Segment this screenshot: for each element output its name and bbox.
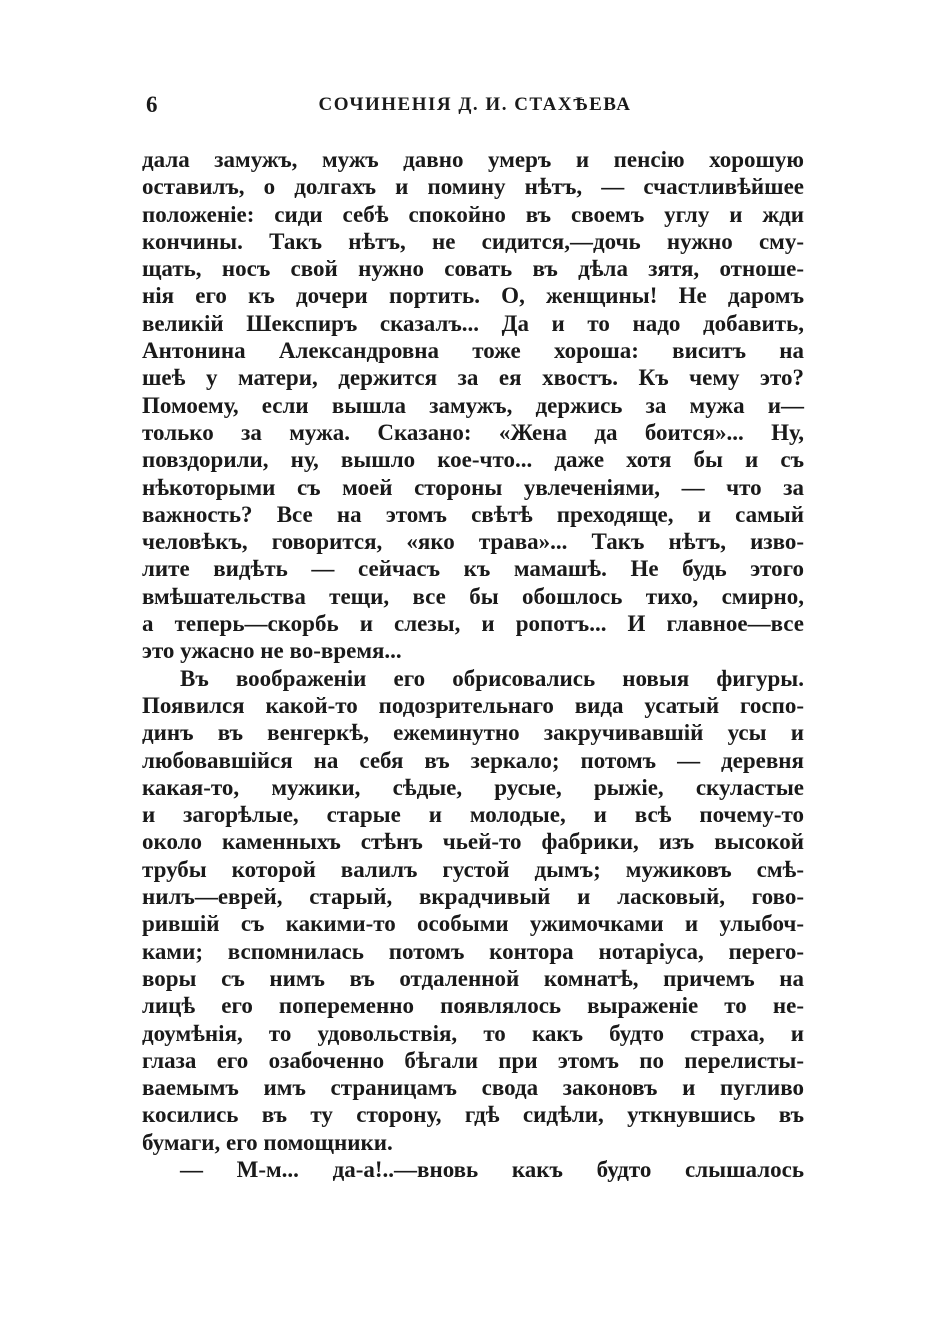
- text-line: трубы которой валилъ густой дымъ; мужиковъ смѣ-: [142, 856, 804, 882]
- text-line: а теперь—скорбь и слезы, и ропотъ... И главное—все: [142, 611, 804, 637]
- text-line: Въ воображеніи его обрисовались новыя фигуры.: [180, 665, 804, 691]
- text-line: динъ въ венгеркѣ, ежеминутно закручивавшій усы и: [142, 720, 804, 746]
- body-text: [142, 146, 804, 1183]
- text-line: нилъ—еврей, старый, вкрадчивый и ласковый, гово-: [142, 884, 804, 910]
- text-line: ваемымъ имъ страницамъ свода законовъ и пугливо: [142, 1075, 804, 1101]
- text-line: щать, носъ свой нужно совать въ дѣла зятя, отноше-: [142, 256, 804, 282]
- text-line: кончины. Такъ нѣтъ, не сидится,—дочь нужно сму-: [142, 228, 804, 254]
- text-line: любовавшійся на себя въ зеркало; потомъ — деревня: [142, 747, 804, 773]
- text-line: и загорѣлые, старые и молодые, и всѣ почему-то: [142, 802, 804, 828]
- text-line: Помоему, если вышла замужъ, держись за мужа и—: [142, 392, 804, 418]
- text-line: только за мужа. Сказано: «Жена да боится»... Ну,: [142, 419, 804, 445]
- text-line: это ужасно не во-время...: [142, 638, 402, 664]
- text-line: нѣкоторыми съ моей стороны увлеченіями, — что за: [142, 474, 804, 500]
- running-title: СОЧИНЕНІЯ Д. И. СТАХѢЕВА: [318, 94, 632, 115]
- text-line: повздорили, ну, вышло кое-что... даже хотя бы и съ: [142, 447, 804, 473]
- text-line: лите видѣть — сейчасъ къ мамашѣ. Не будь этого: [142, 556, 804, 582]
- text-line: доумѣнія, то удовольствія, то какъ будто страха, и: [142, 1020, 804, 1046]
- text-line: великій Шекспиръ сказалъ... Да и то надо добавить,: [142, 310, 804, 336]
- text-line: Антонина Александровна тоже хороша: виситъ на: [142, 338, 804, 364]
- text-line: положеніе: сиди себѣ спокойно въ своемъ углу и жди: [142, 201, 804, 227]
- text-line: Появился какой-то подозрительнаго вида усатый госпо-: [142, 692, 804, 718]
- text-line: воры съ нимъ въ отдаленной комнатѣ, причемъ на: [142, 965, 804, 991]
- page-number: 6: [146, 92, 158, 117]
- text-line: вмѣшательства тещи, все бы обошлось тихо, смирно,: [142, 583, 804, 609]
- text-line: косились въ ту сторону, гдѣ сидѣли, уткнувшись въ: [142, 1102, 804, 1128]
- running-head: [146, 92, 804, 122]
- text-line: — М-м... да-а!..—вновь какъ будто слышалось: [180, 1156, 804, 1182]
- text-line: около каменныхъ стѣнъ чьей-то фабрики, изъ высокой: [142, 829, 804, 855]
- text-line: лицѣ его попеременно появлялось выраженіе то не-: [142, 993, 804, 1019]
- text-line: оставилъ, о долгахъ и помину нѣтъ, — счастливѣйшее: [142, 174, 804, 200]
- text-line: какая-то, мужики, сѣдые, русые, рыжіе, скуластые: [142, 774, 804, 800]
- text-line: дала замужъ, мужъ давно умеръ и пенсію хорошую: [142, 147, 804, 172]
- text-line: глаза его озабоченно бѣгали при этомъ по перелисты-: [142, 1047, 804, 1073]
- text-line: ками; вспомнилась потомъ контора нотаріуса, перего-: [142, 938, 804, 964]
- text-line: важность? Все на этомъ свѣтѣ преходяще, и самый: [142, 501, 804, 527]
- text-line: рившій съ какими-то особыми ужимочками и улыбоч-: [142, 911, 804, 937]
- text-line: бумаги, его помощники.: [142, 1129, 393, 1155]
- text-line: нія его къ дочери портить. О, женщины! Не даромъ: [142, 283, 804, 309]
- text-line: шеѣ у матери, держится за ея хвостъ. Къ чему это?: [142, 365, 804, 391]
- text-line: человѣкъ, говорится, «яко трава»... Такъ нѣтъ, изво-: [142, 529, 804, 555]
